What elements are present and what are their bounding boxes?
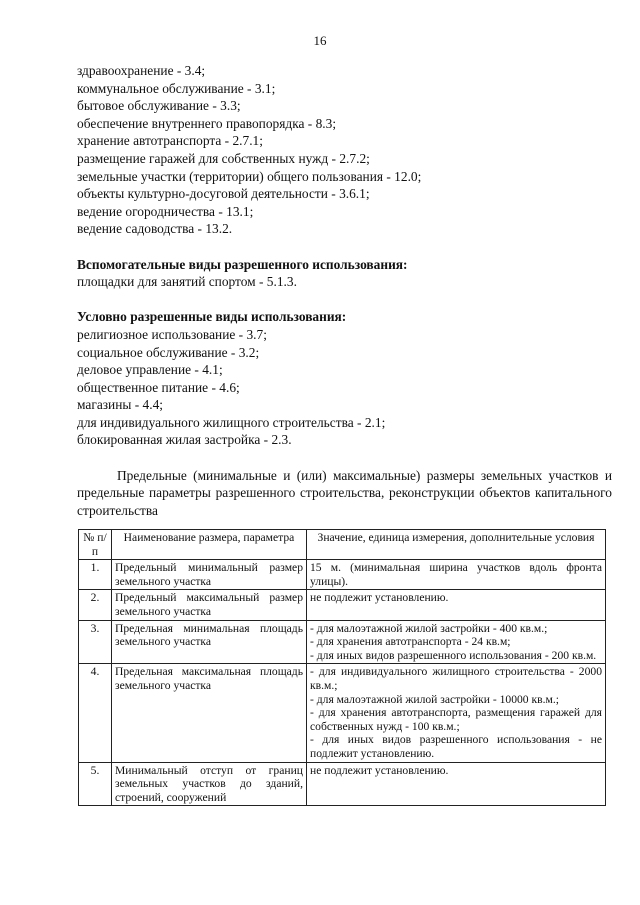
row-num: 3. — [79, 620, 112, 664]
row-value — [307, 762, 606, 806]
list-item: объекты культурно-досуговой деятельности - 3.6.1; — [77, 186, 370, 202]
list-item: для индивидуального жилищного строительства - 2.1; — [77, 414, 386, 430]
value-line: - для индивидуального жилищного строительства - 2000 кв.м.; — [310, 665, 602, 692]
list-item: коммунальное обслуживание - 3.1; — [77, 80, 276, 96]
list-item: хранение автотранспорта - 2.7.1; — [77, 133, 263, 149]
row-num: 4. — [79, 664, 112, 762]
row-num: 1. — [79, 560, 112, 590]
list-item: общественное питание - 4.6; — [77, 379, 240, 395]
auxiliary-uses-section — [77, 256, 612, 291]
list-item: земельные участки (территории) общего пользования - 12.0; — [77, 168, 422, 184]
conditional-uses-section — [77, 308, 612, 449]
header-num: № п/п — [79, 530, 112, 560]
parameters-table — [78, 529, 606, 806]
table-header-row — [79, 530, 606, 560]
list-item: магазины - 4.4; — [77, 397, 163, 413]
list-item: блокированная жилая застройка - 2.3. — [77, 432, 292, 448]
auxiliary-uses-heading: Вспомогательные виды разрешенного использования: — [77, 256, 408, 272]
row-name: Предельный минимальный размер земельного участка — [112, 560, 307, 590]
row-name: Предельный максимальный размер земельного участка — [112, 590, 307, 620]
value-line: 15 м. (минимальная ширина участков вдоль фронта улицы). — [310, 561, 602, 588]
list-item: ведение садоводства - 13.2. — [77, 221, 233, 237]
list-item: размещение гаражей для собственных нужд - 2.7.2; — [77, 150, 370, 166]
table-row — [79, 590, 606, 620]
header-name: Наименование размера, параметра — [112, 530, 307, 560]
permitted-uses-list — [77, 62, 612, 238]
table-row — [79, 560, 606, 590]
document-body — [77, 62, 612, 519]
row-name: Предельная максимальная площадь земельного участка — [112, 664, 307, 762]
intro-paragraph: Предельные (минимальные и (или) максимальные) размеры земельных участков и предельные параметры разрешенного строительства, реконструкции объектов капитального строительства — [77, 467, 612, 518]
row-value — [307, 620, 606, 664]
list-item: бытовое обслуживание - 3.3; — [77, 98, 241, 114]
row-value — [307, 590, 606, 620]
value-line: - для иных видов разрешенного использования - 200 кв.м. — [310, 648, 597, 662]
list-item: площадки для занятий спортом - 5.1.3. — [77, 274, 297, 290]
table-row — [79, 762, 606, 806]
list-item: социальное обслуживание - 3.2; — [77, 344, 260, 360]
list-item: деловое управление - 4.1; — [77, 362, 223, 378]
list-item: здравоохранение - 3.4; — [77, 63, 206, 78]
list-item: обеспечение внутреннего правопорядка - 8.3; — [77, 115, 337, 131]
value-line: не подлежит установлению. — [310, 763, 449, 777]
row-value — [307, 560, 606, 590]
value-line: - для иных видов разрешенного использования - не подлежит установлению. — [310, 733, 602, 760]
page-number: 16 — [313, 33, 327, 48]
row-value — [307, 664, 606, 762]
table-row — [79, 664, 606, 762]
value-line: - для хранения автотранспорта - 24 кв.м; — [310, 635, 511, 649]
table-row — [79, 620, 606, 664]
value-line: - для малоэтажной жилой застройки - 400 кв.м.; — [310, 621, 548, 635]
list-item: ведение огородничества - 13.1; — [77, 203, 254, 219]
value-line: не подлежит установлению. — [310, 591, 449, 605]
row-num: 2. — [79, 590, 112, 620]
value-line: - для хранения автотранспорта, размещения гаражей для собственных нужд - 100 кв.м.; — [310, 706, 602, 733]
row-name: Предельная минимальная площадь земельного участка — [112, 620, 307, 664]
value-line: - для малоэтажной жилой застройки - 10000 кв.м.; — [310, 692, 559, 706]
header-value: Значение, единица измерения, дополнительные условия — [307, 530, 606, 560]
row-name: Минимальный отступ от границ земельных участков до зданий, строений, сооружений — [112, 762, 307, 806]
conditional-uses-heading: Условно разрешенные виды использования: — [77, 309, 347, 325]
list-item: религиозное использование - 3.7; — [77, 326, 267, 342]
row-num: 5. — [79, 762, 112, 806]
